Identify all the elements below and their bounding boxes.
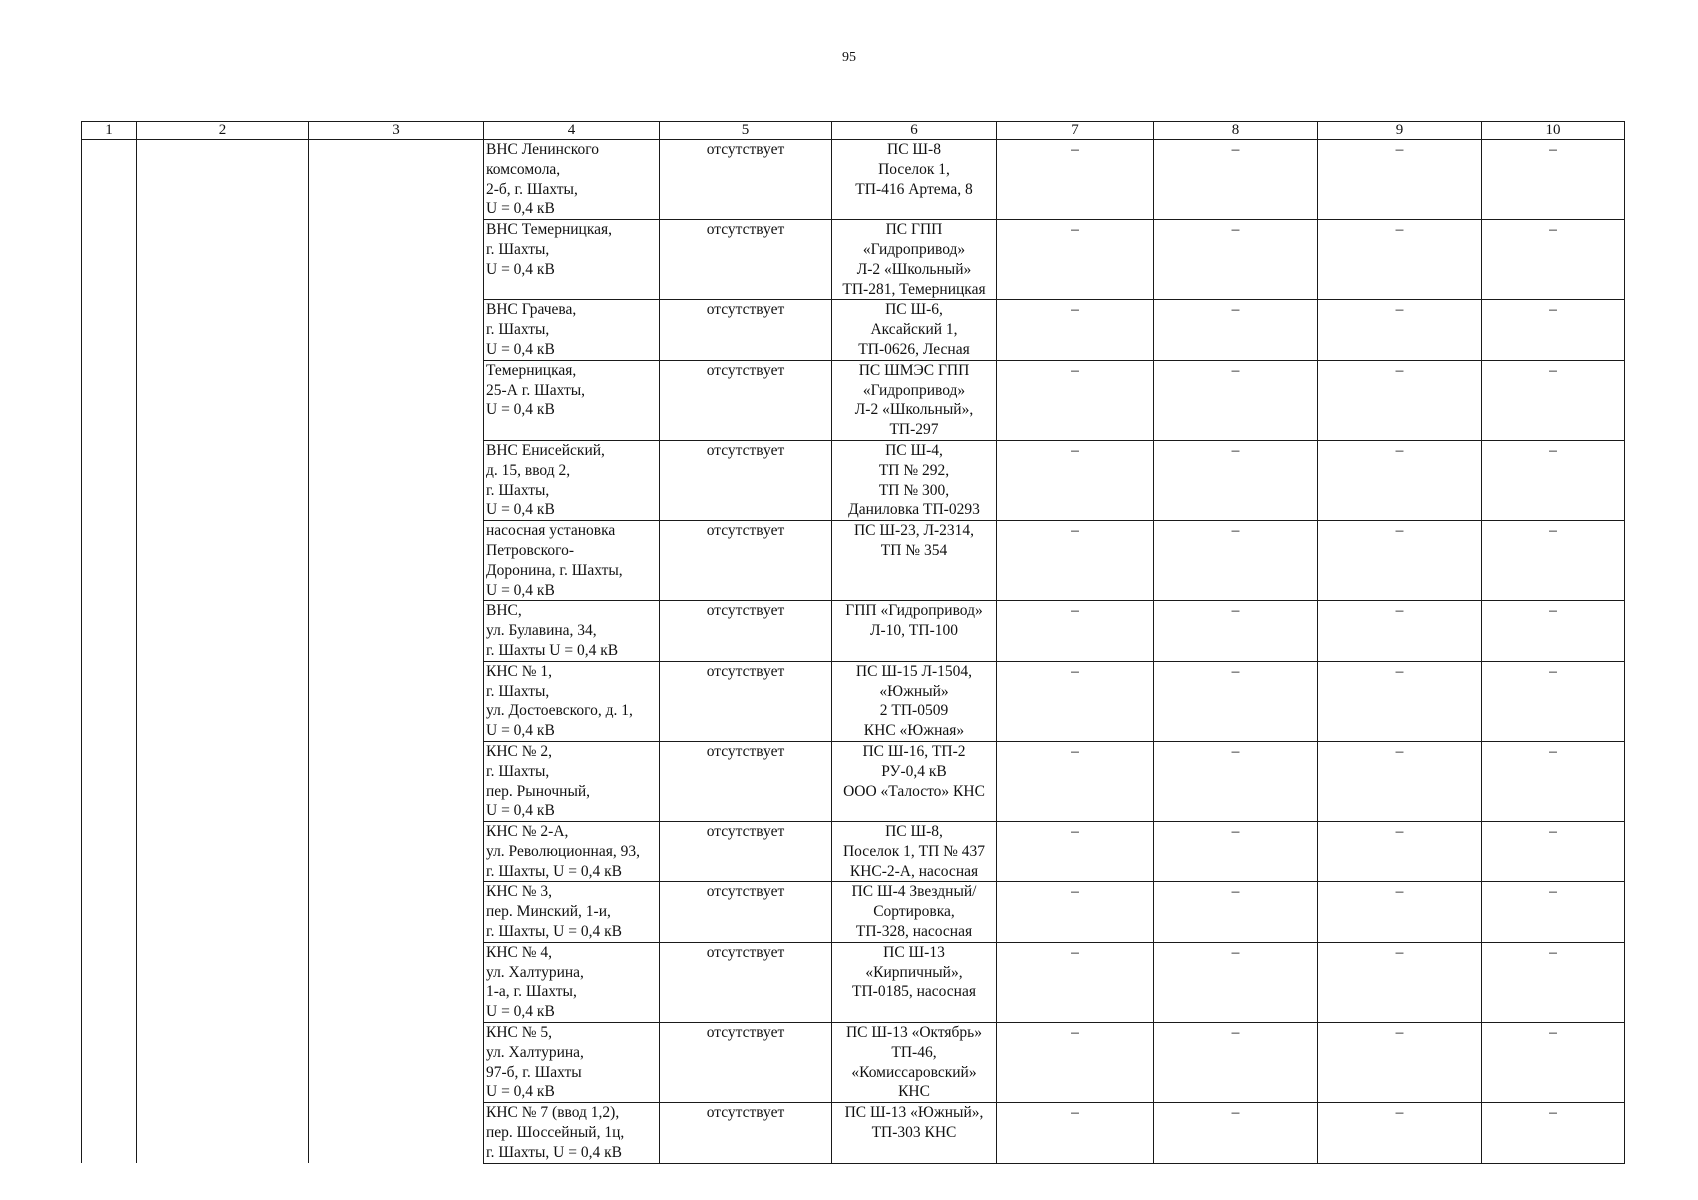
object-name-line: насосная установка [486, 522, 616, 540]
power-source-line: ГПП «Гидропривод» [845, 602, 983, 620]
empty-cell-col-3 [309, 440, 484, 520]
object-name-line: U = 0,4 кВ [486, 401, 555, 419]
dash-cell-c7: – [997, 882, 1154, 942]
power-source-line: ООО «Талосто» КНС [843, 782, 985, 800]
empty-cell-col-2 [137, 882, 309, 942]
column-header-5: 5 [660, 122, 832, 140]
dash-cell-c7: – [997, 822, 1154, 882]
power-source-cell [832, 220, 997, 300]
object-name-line: г. Шахты, [486, 762, 550, 780]
table-row [82, 601, 1625, 661]
object-name-line: г. Шахты, [486, 240, 550, 258]
column-header-10: 10 [1482, 122, 1625, 140]
dash-cell-c7: – [997, 521, 1154, 601]
object-name-line: КНС № 4, [486, 943, 553, 961]
object-name-line: г. Шахты U = 0,4 кВ [486, 641, 619, 659]
empty-cell-col-2 [137, 661, 309, 741]
table-row [82, 1103, 1625, 1163]
power-source-line: РУ-0,4 кВ [881, 762, 947, 780]
dash-cell-c10: – [1482, 942, 1625, 1022]
power-source-line: ТП-0185, насосная [852, 983, 976, 1001]
dash-cell-c7: – [997, 1023, 1154, 1103]
table-row [82, 661, 1625, 741]
dash-cell-c8: – [1154, 1023, 1318, 1103]
object-name-cell [484, 360, 660, 440]
power-source-line: ПС Ш-8 [887, 141, 941, 158]
power-source-line: «Кирпичный», [865, 963, 963, 981]
page-number: 95 [842, 50, 856, 65]
status-cell: отсутствует [660, 440, 832, 520]
dash-cell-c8: – [1154, 360, 1318, 440]
power-source-line: ТП-46, [891, 1043, 937, 1061]
empty-cell-col-1 [82, 220, 137, 300]
dash-cell-c9: – [1318, 601, 1482, 661]
status-cell: отсутствует [660, 741, 832, 821]
empty-cell-col-3 [309, 661, 484, 741]
empty-cell-col-1 [82, 661, 137, 741]
dash-cell-c10: – [1482, 140, 1625, 220]
empty-cell-col-3 [309, 1023, 484, 1103]
power-source-cell [832, 741, 997, 821]
dash-cell-c9: – [1318, 741, 1482, 821]
power-source-line: Сортировка, [873, 903, 955, 921]
empty-cell-col-3 [309, 882, 484, 942]
table-row [82, 741, 1625, 821]
power-source-line: Поселок 1, ТП № 437 [842, 842, 986, 860]
dash-cell-c9: – [1318, 822, 1482, 882]
power-source-cell [832, 1023, 997, 1103]
power-source-line: Л-10, ТП-100 [870, 622, 958, 640]
object-name-line: г. Шахты, [486, 682, 550, 700]
power-source-line: ПС Ш-4 Звездный/ [851, 883, 977, 901]
empty-cell-col-2 [137, 942, 309, 1022]
power-source-line: Л-2 «Школьный» [856, 260, 972, 278]
dash-cell-c8: – [1154, 661, 1318, 741]
power-source-cell [832, 882, 997, 942]
empty-cell-col-3 [309, 601, 484, 661]
object-name-line: U = 0,4 кВ [486, 260, 555, 278]
power-source-line: «Южный» [879, 682, 949, 700]
empty-cell-col-1 [82, 1103, 137, 1163]
status-cell: отсутствует [660, 300, 832, 360]
dash-cell-c10: – [1482, 1023, 1625, 1103]
empty-cell-col-1 [82, 882, 137, 942]
data-table [81, 121, 1625, 1164]
column-header-1: 1 [82, 122, 137, 140]
status-cell: отсутствует [660, 521, 832, 601]
object-name-line: ул. Революционная, 93, [486, 842, 640, 860]
object-name-cell [484, 1023, 660, 1103]
table-row [82, 882, 1625, 942]
object-name-cell [484, 300, 660, 360]
object-name-line: U = 0,4 кВ [486, 722, 555, 740]
object-name-line: КНС № 2, [486, 742, 553, 760]
empty-cell-col-2 [137, 140, 309, 220]
empty-cell-col-1 [82, 601, 137, 661]
object-name-line: U = 0,4 кВ [486, 802, 555, 820]
object-name-cell [484, 521, 660, 601]
empty-cell-col-3 [309, 300, 484, 360]
dash-cell-c10: – [1482, 882, 1625, 942]
object-name-line: пер. Шоссейный, 1ц, [486, 1124, 625, 1142]
table-row [82, 140, 1625, 220]
dash-cell-c7: – [997, 140, 1154, 220]
table-row [82, 942, 1625, 1022]
status-cell: отсутствует [660, 360, 832, 440]
empty-cell-col-2 [137, 440, 309, 520]
power-source-line: ПС ШМЭС ГПП [858, 361, 970, 379]
power-source-line: ПС Ш-13 [883, 943, 945, 961]
dash-cell-c7: – [997, 942, 1154, 1022]
status-cell: отсутствует [660, 661, 832, 741]
dash-cell-c8: – [1154, 521, 1318, 601]
object-name-line: ул. Булавина, 34, [486, 622, 597, 640]
object-name-line: 1-а, г. Шахты, [486, 983, 577, 1001]
power-source-line: «Гидропривод» [862, 381, 966, 399]
dash-cell-c9: – [1318, 440, 1482, 520]
table-row [82, 360, 1625, 440]
object-name-cell [484, 741, 660, 821]
empty-cell-col-2 [137, 360, 309, 440]
object-name-line: КНС № 1, [486, 662, 553, 680]
dash-cell-c7: – [997, 661, 1154, 741]
object-name-line: ул. Халтурина, [486, 1043, 584, 1061]
empty-cell-col-1 [82, 741, 137, 821]
object-name-line: Доронина, г. Шахты, [486, 561, 623, 579]
dash-cell-c9: – [1318, 220, 1482, 300]
dash-cell-c7: – [997, 360, 1154, 440]
object-name-line: пер. Минский, 1-и, [486, 903, 611, 921]
power-source-line: Поселок 1, [878, 160, 950, 178]
object-name-line: 97-б, г. Шахты [486, 1063, 582, 1081]
dash-cell-c8: – [1154, 741, 1318, 821]
status-cell: отсутствует [660, 601, 832, 661]
object-name-line: ВНС Ленинского [486, 141, 600, 158]
dash-cell-c8: – [1154, 140, 1318, 220]
object-name-line: 2-б, г. Шахты, [486, 180, 578, 198]
empty-cell-col-2 [137, 300, 309, 360]
empty-cell-col-3 [309, 1103, 484, 1163]
object-name-line: Петровского- [486, 541, 575, 559]
dash-cell-c7: – [997, 300, 1154, 360]
dash-cell-c8: – [1154, 220, 1318, 300]
column-header-6: 6 [832, 122, 997, 140]
power-source-cell [832, 661, 997, 741]
dash-cell-c9: – [1318, 882, 1482, 942]
power-source-line: 2 ТП-0509 [879, 702, 949, 720]
object-name-line: ВНС Темерницкая, [486, 221, 613, 239]
dash-cell-c9: – [1318, 1023, 1482, 1103]
status-cell: отсутствует [660, 1103, 832, 1163]
table-row [82, 1023, 1625, 1103]
dash-cell-c8: – [1154, 1103, 1318, 1163]
power-source-line: ПС Ш-6, [885, 301, 943, 319]
power-source-line: ПС Ш-8, [885, 823, 943, 841]
power-source-line: ТП-297 [889, 421, 939, 439]
column-header-9: 9 [1318, 122, 1482, 140]
status-cell: отсутствует [660, 942, 832, 1022]
object-name-line: г. Шахты, [486, 321, 550, 339]
empty-cell-col-1 [82, 440, 137, 520]
object-name-line: U = 0,4 кВ [486, 581, 555, 599]
dash-cell-c10: – [1482, 741, 1625, 821]
dash-cell-c7: – [997, 440, 1154, 520]
column-header-8: 8 [1154, 122, 1318, 140]
column-header-3: 3 [309, 122, 484, 140]
dash-cell-c10: – [1482, 661, 1625, 741]
power-source-line: ТП-303 КНС [871, 1124, 957, 1142]
power-source-line: ТП-328, насосная [855, 923, 973, 941]
dash-cell-c10: – [1482, 220, 1625, 300]
empty-cell-col-3 [309, 822, 484, 882]
dash-cell-c7: – [997, 220, 1154, 300]
object-name-line: д. 15, ввод 2, [486, 461, 571, 479]
table-row [82, 220, 1625, 300]
object-name-cell [484, 140, 660, 220]
object-name-cell [484, 220, 660, 300]
table-body [82, 140, 1625, 1164]
dash-cell-c9: – [1318, 140, 1482, 220]
empty-cell-col-3 [309, 942, 484, 1022]
dash-cell-c9: – [1318, 1103, 1482, 1163]
empty-cell-col-2 [137, 601, 309, 661]
status-cell: отсутствует [660, 822, 832, 882]
empty-cell-col-2 [137, 521, 309, 601]
power-source-line: КНС [898, 1083, 930, 1101]
object-name-line: КНС № 7 (ввод 1,2), [486, 1104, 620, 1122]
dash-cell-c9: – [1318, 300, 1482, 360]
dash-cell-c7: – [997, 741, 1154, 821]
power-source-line: ТП № 354 [880, 541, 948, 559]
power-source-cell [832, 1103, 997, 1163]
object-name-cell [484, 882, 660, 942]
object-name-line: ул. Достоевского, д. 1, [486, 702, 633, 720]
power-source-line: ТП № 292, [878, 461, 950, 479]
dash-cell-c8: – [1154, 300, 1318, 360]
object-name-cell [484, 661, 660, 741]
dash-cell-c10: – [1482, 822, 1625, 882]
power-source-line: «Комиссаровский» [851, 1063, 977, 1081]
object-name-line: ВНС Енисейский, [486, 441, 605, 459]
column-header-7: 7 [997, 122, 1154, 140]
dash-cell-c10: – [1482, 1103, 1625, 1163]
dash-cell-c8: – [1154, 601, 1318, 661]
object-name-line: КНС № 2-А, [486, 823, 569, 841]
object-name-cell [484, 440, 660, 520]
object-name-line: U = 0,4 кВ [486, 1083, 555, 1101]
object-name-line: U = 0,4 кВ [486, 501, 555, 519]
object-name-line: г. Шахты, U = 0,4 кВ [486, 923, 622, 941]
object-name-line: КНС № 5, [486, 1024, 553, 1042]
power-source-line: ПС Ш-15 Л-1504, [855, 662, 973, 680]
status-cell: отсутствует [660, 140, 832, 220]
object-name-line: ул. Халтурина, [486, 963, 584, 981]
dash-cell-c9: – [1318, 661, 1482, 741]
power-source-cell [832, 300, 997, 360]
table-row [82, 822, 1625, 882]
object-name-line: пер. Рыночный, [486, 782, 591, 800]
object-name-line: г. Шахты, [486, 481, 550, 499]
power-source-line: Аксайский 1, [870, 321, 958, 339]
dash-cell-c10: – [1482, 601, 1625, 661]
empty-cell-col-3 [309, 521, 484, 601]
dash-cell-c10: – [1482, 521, 1625, 601]
power-source-cell [832, 360, 997, 440]
power-source-line: ПС Ш-16, ТП-2 [862, 742, 966, 760]
power-source-line: ПС Ш-23, Л-2314, [853, 522, 974, 540]
power-source-line: «Гидропривод» [862, 240, 966, 258]
object-name-line: U = 0,4 кВ [486, 340, 555, 358]
empty-cell-col-2 [137, 1103, 309, 1163]
dash-cell-c8: – [1154, 942, 1318, 1022]
object-name-line: ВНС, [486, 602, 522, 620]
power-source-cell [832, 140, 997, 220]
object-name-line: U = 0,4 кВ [486, 1003, 555, 1021]
power-source-cell [832, 822, 997, 882]
power-source-line: КНС-2-А, насосная [849, 862, 979, 880]
power-source-line: ТП-0626, Лесная [858, 340, 970, 358]
empty-cell-col-1 [82, 140, 137, 220]
empty-cell-col-2 [137, 741, 309, 821]
power-source-line: ТП-416 Артема, 8 [855, 180, 973, 198]
power-source-line: ПС Ш-4, [885, 441, 943, 459]
empty-cell-col-1 [82, 942, 137, 1022]
power-source-cell [832, 942, 997, 1022]
object-name-line: КНС № 3, [486, 883, 553, 901]
dash-cell-c9: – [1318, 521, 1482, 601]
power-source-line: ТП № 300, [878, 481, 950, 499]
object-name-cell [484, 822, 660, 882]
dash-cell-c8: – [1154, 822, 1318, 882]
power-source-cell [832, 521, 997, 601]
column-header-2: 2 [137, 122, 309, 140]
power-source-cell [832, 601, 997, 661]
object-name-line: комсомола, [486, 160, 561, 178]
empty-cell-col-2 [137, 822, 309, 882]
dash-cell-c10: – [1482, 440, 1625, 520]
dash-cell-c9: – [1318, 942, 1482, 1022]
empty-cell-col-3 [309, 220, 484, 300]
object-name-line: ВНС Грачева, [486, 301, 577, 319]
object-name-line: г. Шахты, U = 0,4 кВ [486, 1143, 622, 1161]
power-source-line: Л-2 «Школьный», [854, 401, 974, 419]
object-name-line: Темерницкая, [486, 361, 577, 379]
power-source-line: ПС ГПП [885, 221, 943, 239]
dash-cell-c9: – [1318, 360, 1482, 440]
object-name-cell [484, 942, 660, 1022]
status-cell: отсутствует [660, 220, 832, 300]
status-cell: отсутствует [660, 882, 832, 942]
power-source-line: КНС «Южная» [863, 722, 965, 740]
object-name-line: U = 0,4 кВ [486, 200, 555, 218]
object-name-cell [484, 601, 660, 661]
empty-cell-col-3 [309, 360, 484, 440]
status-cell: отсутствует [660, 1023, 832, 1103]
dash-cell-c8: – [1154, 440, 1318, 520]
dash-cell-c10: – [1482, 360, 1625, 440]
power-source-line: ТП-281, Темерницкая [842, 280, 986, 298]
empty-cell-col-1 [82, 1023, 137, 1103]
power-source-line: ПС Ш-13 «Октябрь» [845, 1024, 982, 1042]
table-row [82, 440, 1625, 520]
empty-cell-col-1 [82, 521, 137, 601]
power-source-line: ПС Ш-13 «Южный», [844, 1104, 984, 1122]
empty-cell-col-3 [309, 140, 484, 220]
dash-cell-c8: – [1154, 882, 1318, 942]
empty-cell-col-1 [82, 360, 137, 440]
table-row [82, 300, 1625, 360]
table-row [82, 521, 1625, 601]
empty-cell-col-2 [137, 1023, 309, 1103]
empty-cell-col-1 [82, 822, 137, 882]
empty-cell-col-1 [82, 300, 137, 360]
object-name-cell [484, 1103, 660, 1163]
dash-cell-c7: – [997, 601, 1154, 661]
empty-cell-col-2 [137, 220, 309, 300]
power-source-line: Даниловка ТП-0293 [848, 501, 980, 519]
header-row [82, 122, 1625, 140]
dash-cell-c7: – [997, 1103, 1154, 1163]
power-source-cell [832, 440, 997, 520]
dash-cell-c10: – [1482, 300, 1625, 360]
empty-cell-col-3 [309, 741, 484, 821]
column-header-4: 4 [484, 122, 660, 140]
object-name-line: г. Шахты, U = 0,4 кВ [486, 862, 622, 880]
object-name-line: 25-А г. Шахты, [486, 381, 586, 399]
